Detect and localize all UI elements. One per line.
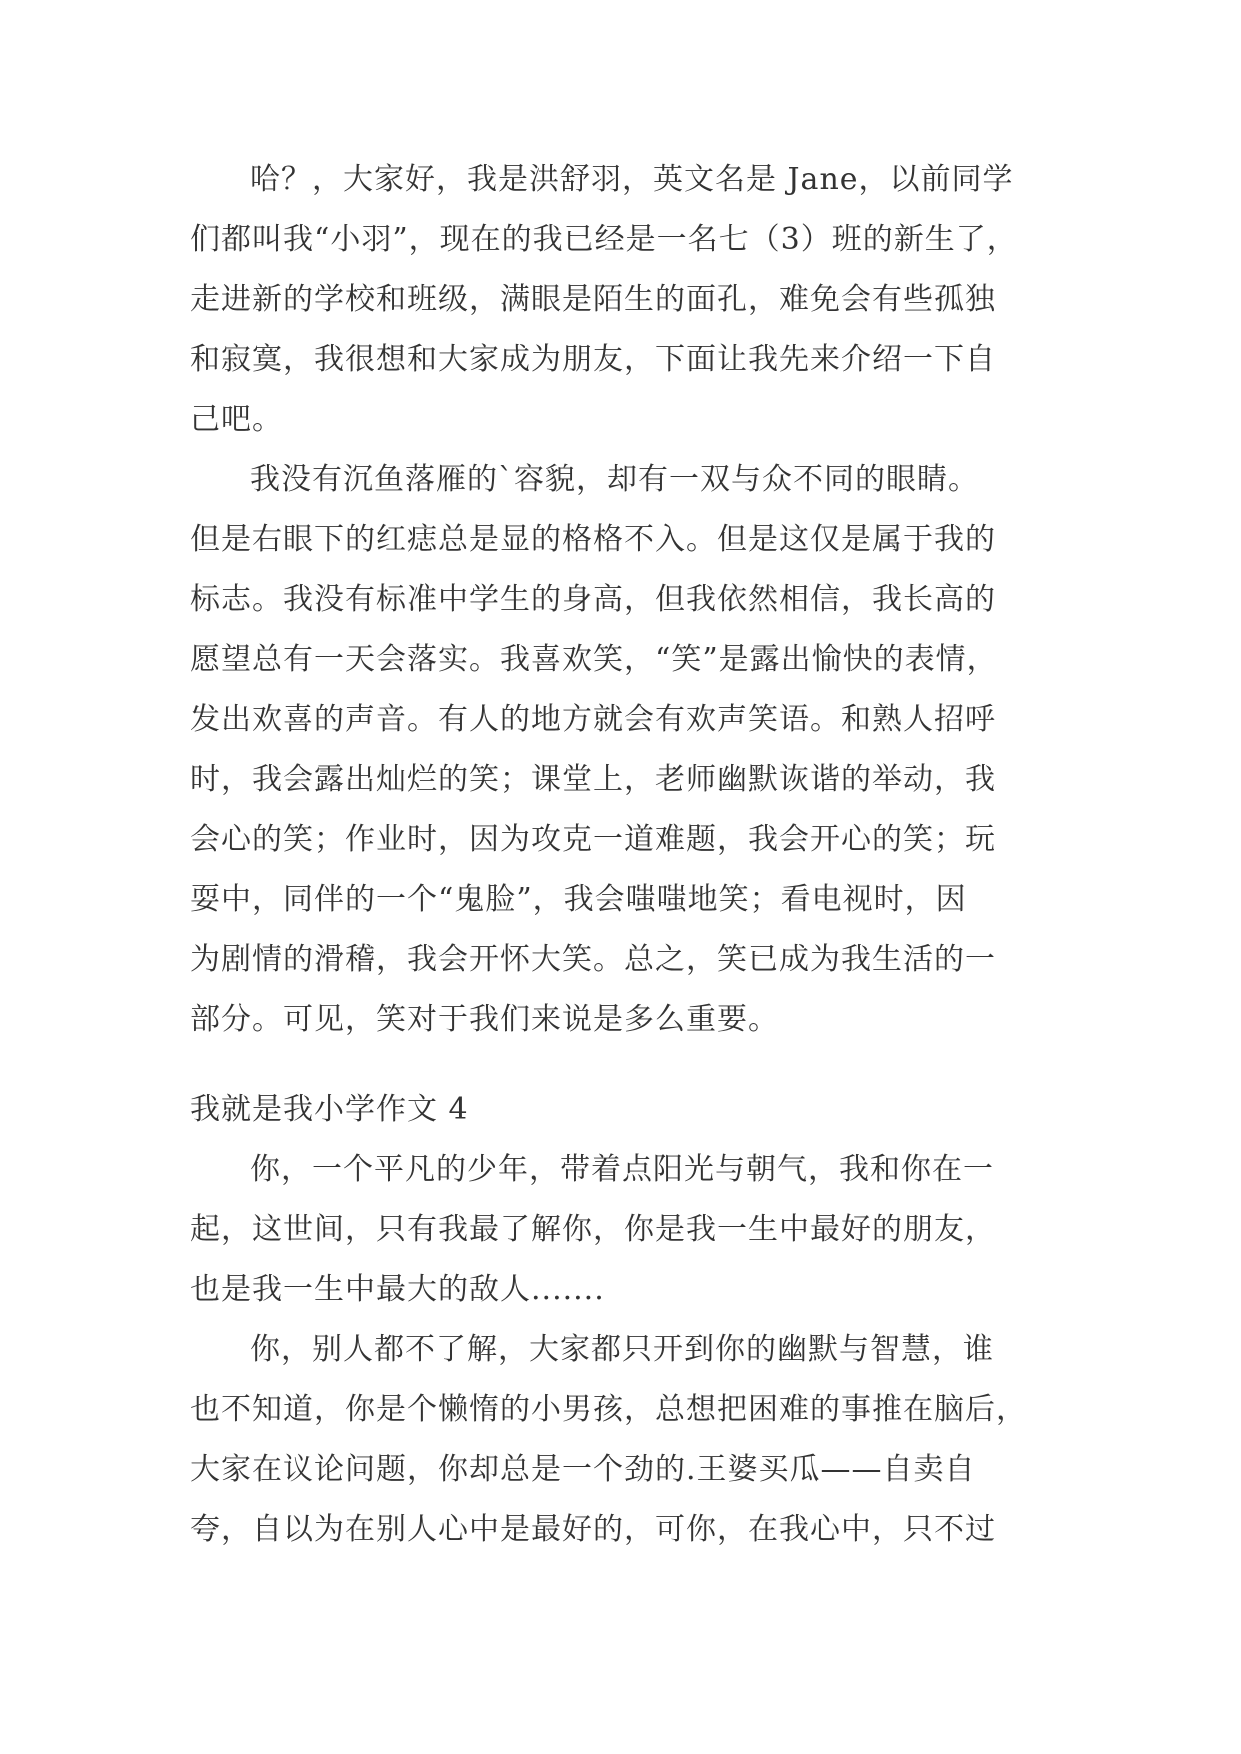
section-heading: 我就是我小学作文 4 (190, 1092, 469, 1127)
paragraph-1-line-1: 哈？，大家好，我是洪舒羽，英文名是 Jane，以前同学 (250, 162, 1014, 197)
paragraph-4-line-2: 也不知道，你是个懒惰的小男孩，总想把困难的事推在脑后， (190, 1392, 1027, 1427)
paragraph-2-line-8: 耍中，同伴的一个“鬼脸”，我会嗤嗤地笑；看电视时，因 (190, 882, 967, 917)
paragraph-2-line-7: 会心的笑；作业时，因为攻克一道难题，我会开心的笑；玩 (190, 822, 996, 857)
paragraph-2-line-6: 时，我会露出灿烂的笑；课堂上，老师幽默诙谐的举动，我 (190, 762, 996, 797)
paragraph-3-line-2: 起，这世间，只有我最了解你，你是我一生中最好的朋友， (190, 1212, 996, 1247)
paragraph-2-line-2: 但是右眼下的红痣总是显的格格不入。但是这仅是属于我的 (190, 522, 996, 557)
paragraph-2-line-4: 愿望总有一天会落实。我喜欢笑，“笑”是露出愉快的表情， (190, 642, 998, 677)
paragraph-1-line-2: 们都叫我“小羽”，现在的我已经是一名七（3）班的新生了， (190, 222, 1018, 257)
paragraph-4-line-4: 夸，自以为在别人心中是最好的，可你，在我心中，只不过 (190, 1512, 996, 1547)
paragraph-1-line-4: 和寂寞，我很想和大家成为朋友，下面让我先来介绍一下自 (190, 342, 996, 377)
paragraph-2-line-10: 部分。可见，笑对于我们来说是多么重要。 (190, 1002, 779, 1037)
paragraph-2-line-1: 我没有沉鱼落雁的`容貌，却有一双与众不同的眼睛。 (250, 462, 979, 497)
paragraph-2-line-5: 发出欢喜的声音。有人的地方就会有欢声笑语。和熟人招呼 (190, 702, 996, 737)
paragraph-4-line-3: 大家在议论问题，你却总是一个劲的.王婆买瓜——自卖自 (190, 1452, 976, 1487)
paragraph-2-line-3: 标志。我没有标准中学生的身高，但我依然相信，我长高的 (190, 582, 996, 617)
paragraph-3-line-1: 你，一个平凡的少年，带着点阳光与朝气，我和你在一 (250, 1152, 994, 1187)
paragraph-4-line-1: 你，别人都不了解，大家都只开到你的幽默与智慧，谁 (250, 1332, 994, 1367)
paragraph-2-line-9: 为剧情的滑稽，我会开怀大笑。总之，笑已成为我生活的一 (190, 942, 996, 977)
paragraph-1-line-5: 己吧。 (190, 402, 283, 437)
paragraph-3-line-3: 也是我一生中最大的敌人....... (190, 1272, 605, 1307)
paragraph-1-line-3: 走进新的学校和班级，满眼是陌生的面孔，难免会有些孤独 (190, 282, 996, 317)
